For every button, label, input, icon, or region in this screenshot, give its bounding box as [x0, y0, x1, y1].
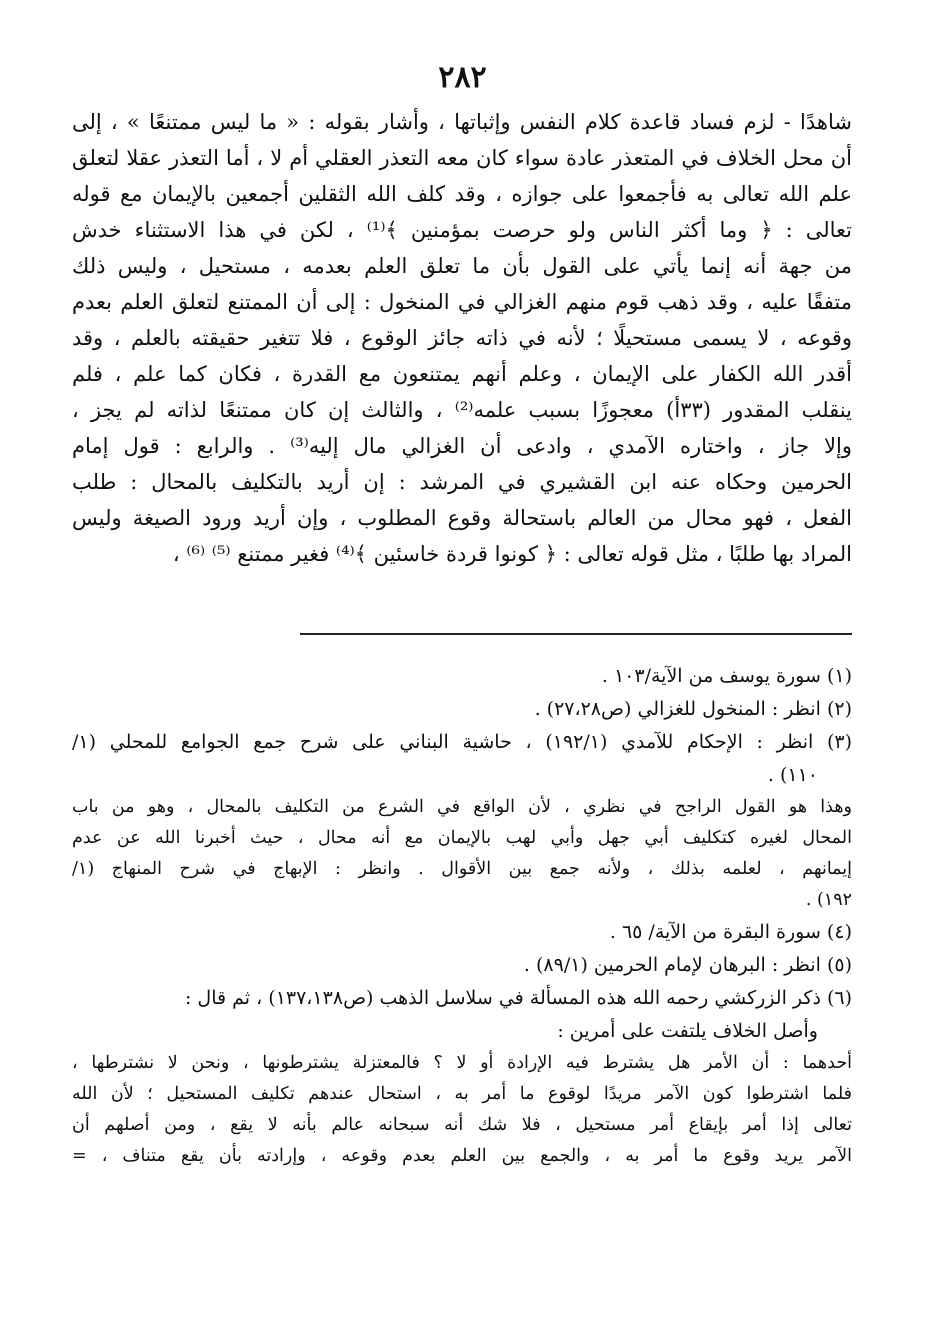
footnote-3: (٣) انظر : الإحكام للآمدي (١٩٢/١) ، حاشية البناني على شرح جمع الجوامع للمحلي (١/: [72, 731, 852, 753]
footnote-separator: [300, 633, 852, 635]
footnote-3-continuation: ١١٠) .: [767, 764, 818, 786]
footnote-2: (٢) انظر : المنخول للغزالي (ص٢٧،٢٨) .: [534, 698, 852, 720]
footnote-4: (٤) سورة البقرة من الآية/ ٦٥ .: [609, 921, 852, 943]
footnote-6-note-line: فلما اشترطوا كون الآمر مريدًا لوقوع ما أمر به ، استحال عندهم تكليف المستحيل ؛ لأن الله: [72, 1084, 852, 1104]
footnote-3-note-line: إيمانهم ، لعلمه بذلك ، ولأنه جمع بين الأقوال . وانظر : الإبهاج في شرح المنهاج (١/: [72, 859, 852, 879]
footnote-6-note-line: تعالى إذا أمر بإيقاع أمر مستحيل ، فلا شك أنه سبحانه عالم بأنه لا يقع ، ومن أصلهم أن: [72, 1115, 852, 1135]
footnote-6: (٦) ذكر الزركشي رحمه الله هذه المسألة في سلاسل الذهب (ص١٣٧،١٣٨) ، ثم قال :: [184, 987, 852, 1009]
main-text-line: تعالى : ﴿ وما أكثر الناس ولو حرصت بمؤمنين ﴾⁽¹⁾ ، لكن في هذا الاستثناء خدش: [72, 218, 852, 242]
main-text-line: أن محل الخلاف في المتعذر عادة سواء كان معه التعذر العقلي أم لا ، أما التعذر عقلا لتعلق: [72, 146, 852, 170]
main-text-line: الفعل ، فهو محال من العالم باستحالة وقوع المطلوب ، وإن أريد ورود الصيغة وليس: [72, 506, 852, 530]
footnotes-block: [72, 660, 852, 1172]
main-text-line: وإلا جاز ، واختاره الآمدي ، وادعى أن الغزالي مال إليه⁽³⁾ . والرابع : قول إمام: [72, 434, 852, 458]
main-text-line: المراد بها طلبًا ، مثل قوله تعالى : ﴿ كونوا قردة خاسئين ﴾⁽⁴⁾ فغير ممتنع ⁽⁵⁾ ⁽⁶⁾ ،: [172, 542, 852, 566]
main-text-line: أقدر الله الكفار على الإيمان ، وعلم أنهم يمتنعون مع القدرة ، فكان كما علم ، فلم: [72, 362, 852, 386]
main-text-line: متفقًا عليه ، وقد ذهب قوم منهم الغزالي في المنخول : إلى أن الممتنع لتعلق العلم بعدم: [72, 290, 852, 314]
main-text-line: ينقلب المقدور (٣٣أ) معجوزًا بسبب علمه⁽²⁾ ، والثالث إن كان ممتنعًا لذاته لم يجز ،: [72, 398, 852, 422]
main-text-line: الحرمين وحكاه عنه ابن القشيري في المرشد : إن أريد بالتكليف بالمحال : طلب: [72, 470, 852, 494]
main-text-block: [72, 104, 852, 572]
footnote-6-continuation: وأصل الخلاف يلتفت على أمرين :: [557, 1020, 818, 1042]
main-text-line: شاهدًا - لزم فساد قاعدة كلام النفس وإثباتها ، وأشار بقوله : « ما ليس ممتنعًا » ، إلى: [72, 110, 852, 134]
main-text-line: وقوعه ، لا يسمى مستحيلًا ؛ لأنه في ذاته جائز الوقوع ، فلا تتغير حقيقته بالعلم ، وقد: [72, 326, 852, 350]
footnote-1: (١) سورة يوسف من الآية/١٠٣ .: [601, 665, 852, 687]
footnote-5: (٥) انظر : البرهان لإمام الحرمين (٨٩/١) .: [523, 954, 852, 976]
footnote-6-note-line: أحدهما : أن الأمر هل يشترط فيه الإرادة أو لا ؟ فالمعتزلة يشترطونها ، ونحن لا نشترطها ،: [72, 1053, 852, 1073]
main-text-line: علم الله تعالى به فأجمعوا على جوازه ، وقد كلف الله الثقلين أجمعين بالإيمان مع قوله: [72, 182, 852, 206]
page-number: ٢٨٢: [438, 60, 487, 95]
footnote-3-note-line: وهذا هو القول الراجح في نظري ، لأن الواقع في الشرع من التكليف بالمحال ، وهو من باب: [72, 797, 852, 817]
footnote-3-note-line: ١٩٢) .: [805, 890, 852, 910]
footnote-3-note-line: المحال لغيره كتكليف أبي جهل وأبي لهب بالإيمان مع أنه محال ، حيث أخبرنا الله عن عدم: [72, 828, 852, 848]
main-text-line: من جهة أنه إنما يأتي على القول بأن ما تعلق العلم بعدمه ، مستحيل ، وليس ذلك: [72, 254, 852, 278]
footnote-6-note-line: الآمر يريد وقوع ما أمر به ، والجمع بين العلم بعدم وقوعه ، وإرادته بأن يقع متناف ، =: [72, 1146, 852, 1166]
